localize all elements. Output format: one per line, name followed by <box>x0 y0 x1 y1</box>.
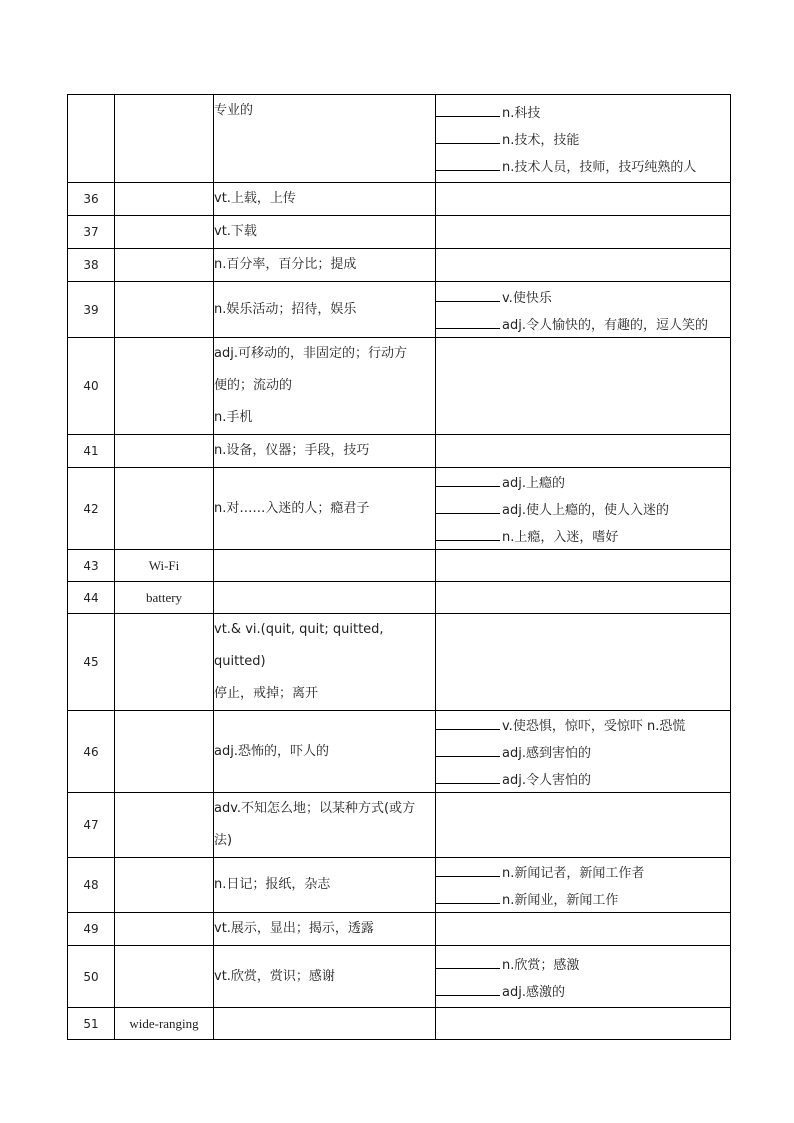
word-cell: Wi-Fi <box>115 550 214 582</box>
table-row <box>68 338 731 435</box>
meaning-line: adv.不知怎么地；以某种方式(或方 <box>214 801 416 816</box>
derived-form-line <box>436 522 730 549</box>
fill-in-blank[interactable] <box>436 977 500 996</box>
derived-forms-cell <box>436 435 731 468</box>
derived-form-text: adj.令人害怕的 <box>502 773 591 788</box>
row-number: 39 <box>68 282 115 338</box>
row-number: 44 <box>68 582 115 614</box>
meaning-line: 法) <box>214 833 233 848</box>
derived-form-text: n.技术人员，技师，技巧纯熟的人 <box>502 160 697 175</box>
word-cell: battery <box>115 582 214 614</box>
meaning-line: vt.欣赏，赏识；感谢 <box>214 968 335 984</box>
derived-forms-cell <box>436 582 731 614</box>
derived-form-text: v.使快乐 <box>502 290 552 306</box>
meaning-line: vt.& vi.(quit, quit; quitted, quitted) <box>214 622 384 669</box>
derived-form-line <box>436 765 730 792</box>
derived-form-text: adj.感到害怕的 <box>502 746 591 761</box>
meaning-cell <box>214 614 436 711</box>
meaning-cell <box>214 468 436 550</box>
meaning-cell <box>214 282 436 338</box>
meaning-line: vt.上载，上传 <box>214 191 296 206</box>
derived-form-text: n.科技 <box>502 106 541 121</box>
derived-form-line <box>436 98 730 125</box>
meaning-cell <box>214 946 436 1008</box>
fill-in-blank[interactable] <box>436 950 500 969</box>
table-row <box>68 95 731 183</box>
meaning-cell <box>214 1008 436 1040</box>
row-number: 51 <box>68 1008 115 1040</box>
meaning-cell <box>214 793 436 858</box>
derived-form-text: v.使恐惧，惊吓，受惊吓 n.恐慌 <box>502 719 686 734</box>
derived-forms-cell <box>436 550 731 582</box>
derived-form-line <box>436 858 730 885</box>
meaning-line: 专业的 <box>214 103 254 118</box>
vocabulary-table <box>67 94 731 1040</box>
row-number: 42 <box>68 468 115 550</box>
word-cell <box>115 282 214 338</box>
derived-forms-cell <box>436 183 731 216</box>
fill-in-blank[interactable] <box>436 98 500 117</box>
fill-in-blank[interactable] <box>436 885 500 904</box>
derived-forms-cell <box>436 1008 731 1040</box>
derived-form-text: n.欣赏；感激 <box>502 957 580 973</box>
word-cell <box>115 338 214 435</box>
derived-forms-cell <box>436 913 731 946</box>
meaning-line: vt.下载 <box>214 224 257 239</box>
derived-form-text: n.上瘾，入迷，嗜好 <box>502 530 619 545</box>
row-number: 36 <box>68 183 115 216</box>
meaning-line: n.对……入迷的人；瘾君子 <box>214 500 370 516</box>
word-cell: wide-ranging <box>115 1008 214 1040</box>
derived-form-text: adj.令人愉快的，有趣的，逗人笑的 <box>502 317 708 333</box>
derived-form-text: adj.使人上瘾的，使人入迷的 <box>502 503 669 518</box>
fill-in-blank[interactable] <box>436 711 500 730</box>
meaning-line: adj.恐怖的，吓人的 <box>214 743 329 759</box>
derived-forms-cell <box>436 614 731 711</box>
fill-in-blank[interactable] <box>436 738 500 757</box>
fill-in-blank[interactable] <box>436 310 500 329</box>
derived-form-text: n.新闻记者，新闻工作者 <box>502 866 645 881</box>
meaning-cell <box>214 95 436 183</box>
table-row <box>68 1008 731 1040</box>
row-number <box>68 95 115 183</box>
meaning-line: n.日记；报纸，杂志 <box>214 877 331 892</box>
word-cell <box>115 468 214 550</box>
derived-form-text: adj.感激的 <box>502 984 565 1000</box>
fill-in-blank[interactable] <box>436 152 500 171</box>
derived-form-text: n.技术，技能 <box>502 133 580 148</box>
derived-forms-cell <box>436 858 731 913</box>
fill-in-blank[interactable] <box>436 125 500 144</box>
table-row <box>68 858 731 913</box>
derived-form-line <box>436 125 730 152</box>
word-cell <box>115 711 214 793</box>
row-number: 49 <box>68 913 115 946</box>
derived-forms-cell <box>436 711 731 793</box>
derived-forms-cell <box>436 282 731 338</box>
derived-form-line <box>436 283 730 310</box>
row-number: 46 <box>68 711 115 793</box>
word-cell <box>115 183 214 216</box>
meaning-line: vt.展示，显出；揭示，透露 <box>214 921 374 936</box>
table-body <box>68 95 731 1040</box>
derived-forms-cell <box>436 946 731 1008</box>
meaning-cell <box>214 249 436 282</box>
derived-forms-cell <box>436 95 731 183</box>
word-cell <box>115 216 214 249</box>
meaning-line: 便的；流动的 <box>214 378 293 393</box>
derived-form-line <box>436 738 730 765</box>
word-cell <box>115 858 214 913</box>
fill-in-blank[interactable] <box>436 522 500 541</box>
word-cell <box>115 614 214 711</box>
fill-in-blank[interactable] <box>436 495 500 514</box>
meaning-cell <box>214 183 436 216</box>
table-row <box>68 711 731 793</box>
table-row <box>68 913 731 946</box>
derived-form-line <box>436 310 730 337</box>
derived-form-line <box>436 950 730 977</box>
row-number: 38 <box>68 249 115 282</box>
table-row <box>68 550 731 582</box>
meaning-line: adj.可移动的，非固定的；行动方 <box>214 346 407 361</box>
derived-form-line <box>436 977 730 1004</box>
table-row <box>68 468 731 550</box>
word-cell <box>115 793 214 858</box>
word-cell <box>115 913 214 946</box>
derived-forms-cell <box>436 216 731 249</box>
derived-forms-cell <box>436 249 731 282</box>
table-row <box>68 946 731 1008</box>
meaning-line: n.设备，仪器；手段，技巧 <box>214 443 370 458</box>
row-number: 50 <box>68 946 115 1008</box>
table-row <box>68 793 731 858</box>
fill-in-blank[interactable] <box>436 858 500 877</box>
derived-form-line <box>436 711 730 738</box>
meaning-cell <box>214 711 436 793</box>
meaning-line: n.手机 <box>214 410 253 425</box>
word-cell <box>115 95 214 183</box>
derived-form-line <box>436 152 730 179</box>
meaning-cell <box>214 216 436 249</box>
fill-in-blank[interactable] <box>436 283 500 302</box>
table-row <box>68 216 731 249</box>
row-number: 43 <box>68 550 115 582</box>
meaning-line: n.百分率，百分比；提成 <box>214 257 357 272</box>
row-number: 41 <box>68 435 115 468</box>
derived-forms-cell <box>436 793 731 858</box>
derived-form-text: adj.上瘾的 <box>502 476 565 491</box>
meaning-line: n.娱乐活动；招待，娱乐 <box>214 301 357 317</box>
row-number: 37 <box>68 216 115 249</box>
derived-form-line <box>436 885 730 912</box>
word-cell <box>115 249 214 282</box>
derived-form-line <box>436 495 730 522</box>
derived-form-text: n.新闻业，新闻工作 <box>502 893 619 908</box>
derived-forms-cell <box>436 338 731 435</box>
table-row <box>68 183 731 216</box>
meaning-cell <box>214 435 436 468</box>
meaning-cell <box>214 582 436 614</box>
table-row <box>68 249 731 282</box>
meaning-line: 停止，戒掉；离开 <box>214 686 319 701</box>
table-row <box>68 582 731 614</box>
word-cell <box>115 946 214 1008</box>
row-number: 47 <box>68 793 115 858</box>
table-row <box>68 282 731 338</box>
meaning-cell <box>214 913 436 946</box>
meaning-cell <box>214 858 436 913</box>
row-number: 40 <box>68 338 115 435</box>
fill-in-blank[interactable] <box>436 468 500 487</box>
table-row <box>68 614 731 711</box>
table-row <box>68 435 731 468</box>
meaning-cell <box>214 550 436 582</box>
fill-in-blank[interactable] <box>436 765 500 784</box>
word-cell <box>115 435 214 468</box>
row-number: 48 <box>68 858 115 913</box>
meaning-cell <box>214 338 436 435</box>
derived-form-line <box>436 468 730 495</box>
derived-forms-cell <box>436 468 731 550</box>
row-number: 45 <box>68 614 115 711</box>
